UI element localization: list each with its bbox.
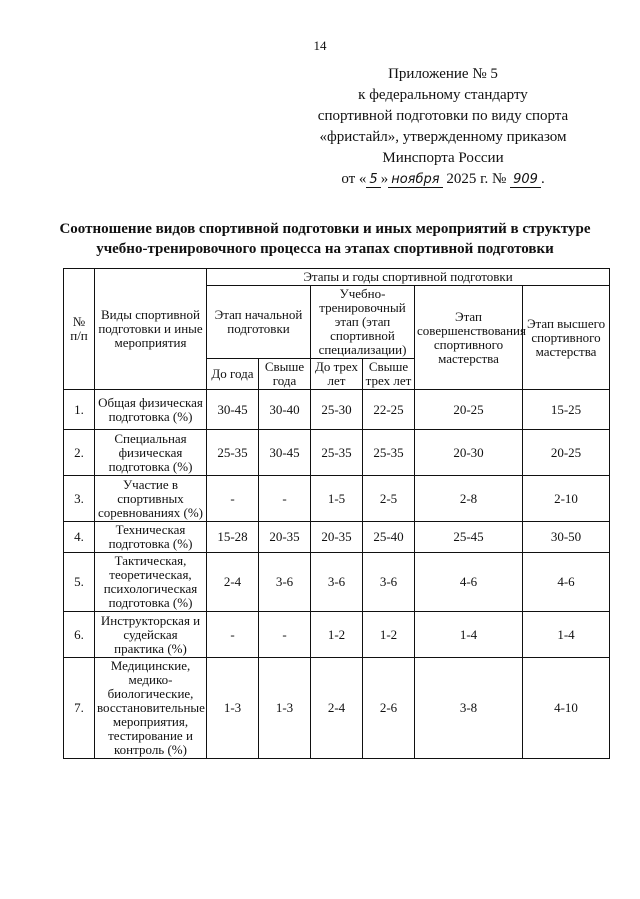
row-value: 20-25 [523,430,610,476]
row-value: 30-45 [259,430,311,476]
table-row [64,390,610,430]
row-value: 25-30 [311,390,363,430]
row-number: 3. [64,476,95,522]
row-value: 1-3 [207,658,259,759]
row-value: 1-4 [415,612,523,658]
row-number: 1. [64,390,95,430]
row-number: 4. [64,522,95,553]
header-over-year: Свыше года [259,359,311,390]
training-ratio-table [63,268,610,759]
table-row [64,553,610,612]
row-value: 20-35 [311,522,363,553]
table-row [64,430,610,476]
row-value: 25-35 [207,430,259,476]
row-value: 1-5 [311,476,363,522]
row-value: 4-6 [523,553,610,612]
row-value: 25-35 [311,430,363,476]
table-row [64,658,610,759]
handwritten-day: 5 [366,173,380,188]
table-row [64,522,610,553]
order-year: 2025 г. № [446,171,507,187]
header-upto-three: До трех лет [311,359,363,390]
header-stages: Этапы и годы спортивной подготовки [207,269,610,286]
row-kind: Специальная физическая подготовка (%) [95,430,207,476]
row-value: 15-28 [207,522,259,553]
row-kind: Тактическая, теоретическая, психологическая подготовка (%) [95,553,207,612]
header-stage-improvement: Этап совершенствования спортивного мастерства [415,286,523,390]
title-line: учебно-тренировочного процесса на этапах спортивной подготовки [96,241,554,257]
page-number: 14 [313,38,327,53]
row-value: - [259,476,311,522]
row-value: 20-35 [259,522,311,553]
date-prefix: от « [341,171,367,187]
row-value: 3-6 [311,553,363,612]
row-kind: Медицинские, медико-биологические, восстановительные мероприятия, тестирование и контроль (%) [95,658,207,759]
row-kind: Техническая подготовка (%) [95,522,207,553]
row-value: 3-8 [415,658,523,759]
row-value: 1-2 [363,612,415,658]
row-value: - [207,476,259,522]
row-value: - [259,612,311,658]
row-value: 2-10 [523,476,610,522]
table-row [64,476,610,522]
header-stage-highest: Этап высшего спортивного мастерства [523,286,610,390]
row-value: 3-6 [259,553,311,612]
row-number: 7. [64,658,95,759]
row-value: 2-4 [207,553,259,612]
row-value: 25-40 [363,522,415,553]
row-value: 25-45 [415,522,523,553]
row-value: 2-5 [363,476,415,522]
row-value: 2-8 [415,476,523,522]
row-value: 4-6 [415,553,523,612]
row-value: 25-35 [363,430,415,476]
row-value: 1-2 [311,612,363,658]
row-value: 2-4 [311,658,363,759]
row-kind: Участие в спортивных соревнованиях (%) [95,476,207,522]
row-value: 3-6 [363,553,415,612]
document-title [40,219,610,259]
row-kind: Инструкторская и судейская практика (%) [95,612,207,658]
row-value: 15-25 [523,390,610,430]
row-value: 4-10 [523,658,610,759]
appendix-line: спортивной подготовки по виду спорта [317,108,569,124]
row-value: 1-4 [523,612,610,658]
header-stage-initial: Этап начальной подготовки [207,286,311,359]
order-date-line [288,169,598,190]
header-number: № п/п [64,269,95,390]
appendix-line: Приложение № 5 [388,66,498,82]
row-value: 30-50 [523,522,610,553]
header-over-three: Свыше трех лет [363,359,415,390]
row-number: 5. [64,553,95,612]
row-value: 30-40 [259,390,311,430]
table-row [64,612,610,658]
row-value: 1-3 [259,658,311,759]
row-value: 22-25 [363,390,415,430]
date-mid: » [380,171,389,187]
date-end: . [540,171,545,187]
appendix-line: к федеральному стандарту [358,87,528,103]
appendix-line: «фристайл», утвержденному приказом [319,129,567,145]
header-upto-year: До года [207,359,259,390]
handwritten-month: ноября [388,173,442,188]
row-value: 2-6 [363,658,415,759]
title-line: Соотношение видов спортивной подготовки и иных мероприятий в структуре [59,221,591,237]
row-value: 20-25 [415,390,523,430]
row-value: 20-30 [415,430,523,476]
row-kind: Общая физическая подготовка (%) [95,390,207,430]
header-kind: Виды спортивной подготовки и иные мероприятия [95,269,207,390]
row-value: - [207,612,259,658]
handwritten-order-number: 909 [510,173,541,188]
row-number: 6. [64,612,95,658]
header-stage-training: Учебно-тренировочный этап (этап спортивной специализации) [311,286,415,359]
appendix-block [288,64,598,190]
row-number: 2. [64,430,95,476]
row-value: 30-45 [207,390,259,430]
appendix-line: Минспорта России [382,150,504,166]
